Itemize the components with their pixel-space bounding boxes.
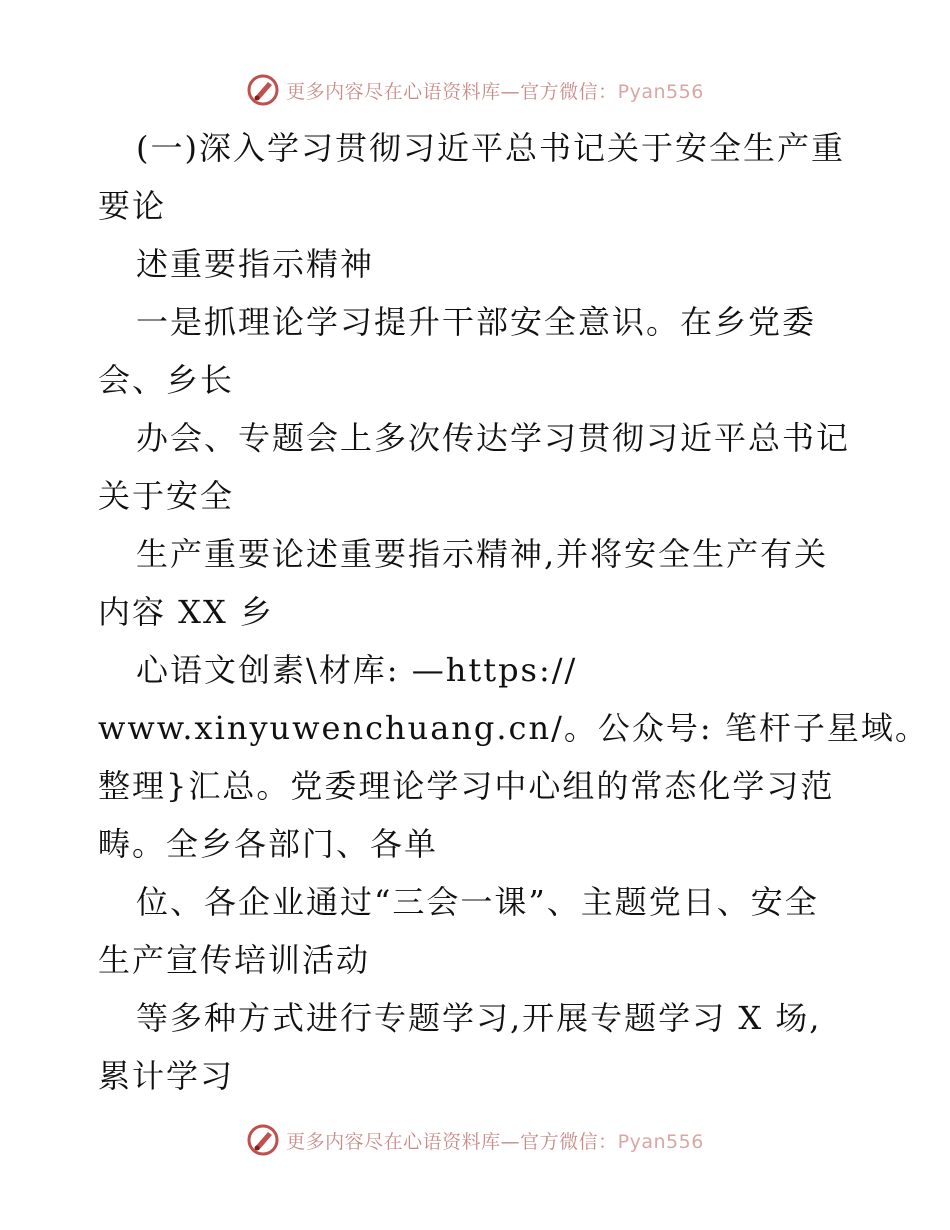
text-line: 累计学习: [98, 1057, 235, 1095]
pen-logo-icon: [246, 1123, 280, 1157]
text-line: 畴。全乡各部门、各单: [98, 825, 439, 863]
pen-logo-icon: [246, 73, 280, 107]
text-line: 生产重要论述重要指示精神,并将安全生产有关: [136, 535, 829, 573]
text-line: 要论: [98, 187, 167, 225]
text-line: 办会、专题会上多次传达学习贯彻习近平总书记: [136, 419, 851, 457]
text-line: 等多种方式进行专题学习,开展专题学习 X 场,: [136, 999, 822, 1037]
header-watermark: [0, 70, 950, 110]
footer-watermark: [0, 1120, 950, 1160]
text-line: 整理}汇总。党委理论学习中心组的常态化学习范: [98, 767, 835, 805]
text-line: 生产宣传培训活动: [98, 941, 371, 979]
text-line: www.xinyuwenchuang.cn/。公众号: 笔杆子星域。: [98, 709, 929, 747]
watermark-text: 更多内容尽在心语资料库—官方微信：Pyan556: [286, 80, 704, 103]
text-line: 会、乡长: [98, 361, 235, 399]
text-line: 述重要指示精神: [136, 245, 375, 283]
text-line: 心语文创素\材库: —https://: [136, 651, 578, 689]
text-line: (一)深入学习贯彻习近平总书记关于安全生产重: [136, 129, 845, 167]
text-line: 位、各企业通过“三会一课”、主题党日、安全: [136, 883, 819, 921]
text-line: 关于安全: [98, 477, 235, 515]
text-line: 内容 XX 乡: [98, 593, 274, 631]
watermark-text: 更多内容尽在心语资料库—官方微信：Pyan556: [286, 1130, 704, 1153]
text-line: 一是抓理论学习提升干部安全意识。在乡党委: [136, 303, 817, 341]
